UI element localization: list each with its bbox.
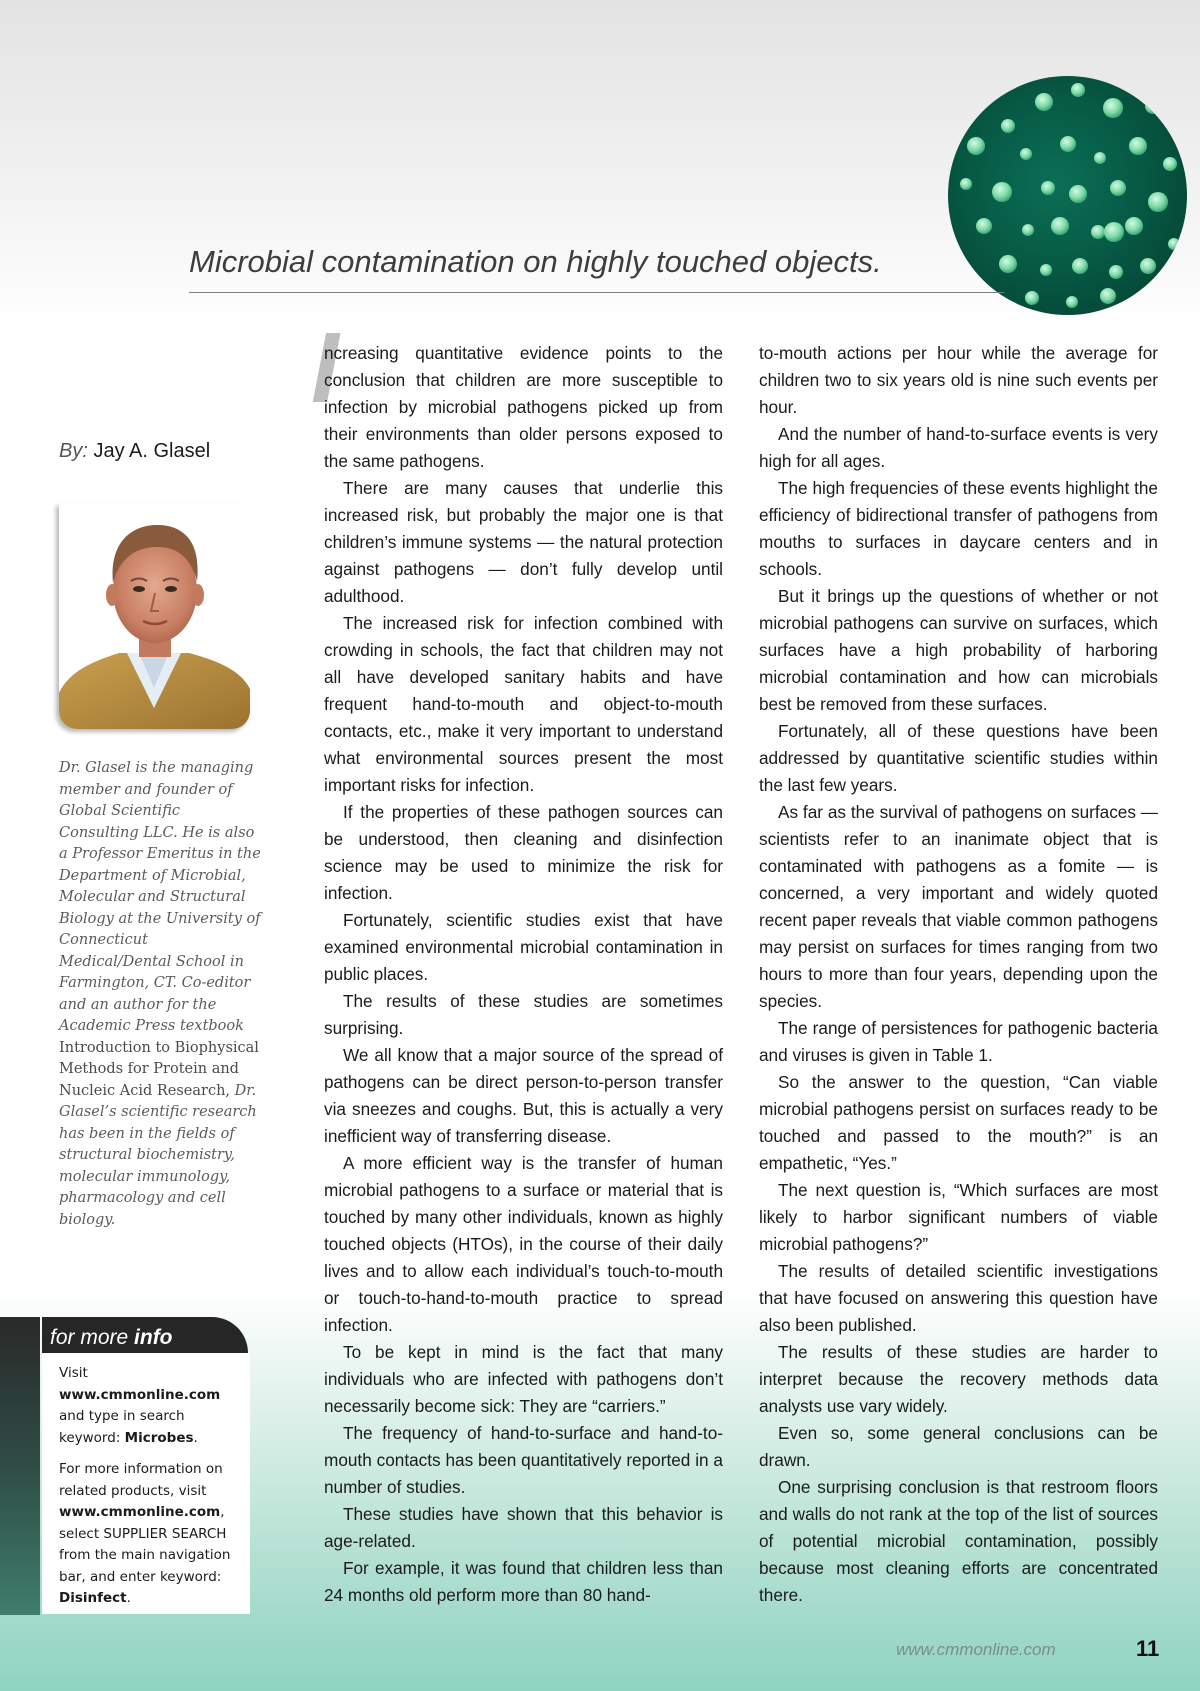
col2-paragraph: The next question is, “Which surfaces are most likely to harbor significant numbers of viable microbial pathogens?” [759,1180,1158,1254]
footer-url[interactable]: www.cmmonline.com [896,1640,1056,1659]
col1-paragraph: For example, it was found that children less than 24 months old perform more than 80 hand- [324,1558,723,1605]
col2-paragraph: So the answer to the question, “Can viable microbial pathogens persist on surfaces ready to be touched and passed to the mouth?” is an empathetic, “Yes.” [759,1072,1158,1173]
col2-paragraph: One surprising conclusion is that restroom floors and walls do not rank at the top of the list of sources of potential microbial contamination, possibly because most cleaning efforts are concentrated there. [759,1477,1158,1605]
info-p1-text-b: and type in search keyword: [59,1408,185,1446]
col1-paragraph: The increased risk for infection combined with crowding in schools, the fact that children may not all have developed sanitary habits and have frequent hand-to-mouth and object-to-mouth contacts, etc., make it very important to understand what environmental sources present the most important risks for infection. [324,613,723,795]
article-title: Microbial contamination on highly touched objects. [189,244,882,279]
byline [59,440,210,463]
info-box [42,1353,250,1614]
author-portrait [59,503,250,729]
colonies-illustration [948,76,1187,315]
col2-paragraph: And the number of hand-to-surface events is very high for all ages. [759,424,1158,471]
title-divider [189,292,1004,293]
author-bio [59,758,264,1231]
col1-paragraph: We all know that a major source of the spread of pathogens can be direct person-to-person transfer via sneezes and coughs. But, this is actually a very inefficient way of transferring disease. [324,1045,723,1146]
info-header-prefix: for more [50,1326,129,1349]
info-box-header [42,1317,248,1353]
byline-label: By: [59,440,88,462]
col2-paragraph: But it brings up the questions of whether or not microbial pathogens can survive on surfaces, which surfaces have a high probability of harboring microbial contamination and how can microbials best be removed from these surfaces. [759,586,1158,714]
col1-paragraph: There are many causes that underlie this increased risk, but probably the major one is that children’s immune systems — the natural protection against pathogens — don’t fully develop until adulthood. [324,478,723,606]
col1-paragraph: The results of these studies are sometimes surprising. [324,991,723,1038]
col2-paragraph: Fortunately, all of these questions have been addressed by quantitative scientific studies within the last few years. [759,721,1158,795]
info-p2-text-b: , select SUPPLIER SEARCH from the main navigation bar, and enter keyword: [59,1504,231,1585]
col1-paragraph: If the properties of these pathogen sources can be understood, then cleaning and disinfection science may be used to minimize the risk for infection. [324,802,723,903]
info-p1-text-a: Visit [59,1365,88,1381]
article-column-2 [759,340,1158,1609]
bio-book-title: Introduction to Biophysical Methods for Protein and Nucleic Acid Research, [59,1039,259,1099]
info-paragraph-1 [59,1363,242,1449]
drop-cap: I [311,312,339,424]
article-column-1 [324,340,723,1609]
info-paragraph-2 [59,1459,242,1610]
col1-paragraph: The frequency of hand-to-surface and hand-to-mouth contacts has been quantitatively reported in a number of studies. [324,1423,723,1497]
info-p1-end: . [193,1429,198,1446]
info-p2-text-a: For more information on related products, visit [59,1461,223,1499]
col2-paragraph: to-mouth actions per hour while the average for children two to six years old is nine such events per hour. [759,343,1158,417]
portrait-illustration [59,503,250,729]
col2-paragraph: The high frequencies of these events highlight the efficiency of bidirectional transfer of pathogens from mouths to surfaces in daycare centers and in schools. [759,478,1158,579]
col1-paragraph: ncreasing quantitative evidence points to the conclusion that children are more susceptible to infection by microbial pathogens picked up from their environments than older persons exposed to the same pathogens. [324,343,723,471]
col1-paragraph: A more efficient way is the transfer of human microbial pathogens to a surface or material that is touched by many other individuals, known as highly touched objects (HTOs), in the course of their daily lives and to allow each individual’s touch-to-mouth or touch-to-hand-to-mouth practice to spread infection. [324,1153,723,1335]
col2-paragraph: Even so, some general conclusions can be drawn. [759,1423,1158,1470]
info-header-bold: info [134,1326,173,1349]
author-name: Jay A. Glasel [93,440,211,462]
info-side-bar [0,1317,40,1615]
col2-paragraph: As far as the survival of pathogens on surfaces — scientists refer to an inanimate object that is contaminated with pathogens as a fomite — is concerned, a very important and widely quoted recent paper reveals that viable common pathogens may persist on surfaces for times ranging from two hours to more than four years, depending upon the species. [759,802,1158,1011]
col1-paragraph: To be kept in mind is the fact that many individuals who are infected with pathogens don’t necessarily become sick: They are “carriers.” [324,1342,723,1416]
microbial-colonies-photo [948,76,1187,315]
info-p1-keyword: Microbes [124,1429,194,1446]
bio-text-2: Dr. Glasel’s scientific research has been in the fields of structural biochemistry, molecular immunology, pharmacology and cell biology. [59,1082,257,1228]
col2-paragraph: The results of detailed scientific investigations that have focused on answering this question have also been published. [759,1261,1158,1335]
col2-paragraph: The results of these studies are harder to interpret because the recovery methods data analysts use vary widely. [759,1342,1158,1416]
col2-paragraph: The range of persistences for pathogenic bacteria and viruses is given in Table 1. [759,1018,1158,1065]
bio-text-1: Dr. Glasel is the managing member and founder of Global Scientific Consulting LLC. He is also a Professor Emeritus in the Department of Microbial, Molecular and Structural Biology at the University of Connecticut Medical/Dental School in Farmington, CT. Co-editor and an author for the Academic Press textbook [59,760,261,1034]
info-p1-url[interactable]: www.cmmonline.com [59,1386,221,1403]
info-p2-end: . [126,1590,131,1606]
col1-paragraph: These studies have shown that this behavior is age-related. [324,1504,723,1551]
col1-paragraph: Fortunately, scientific studies exist that have examined environmental microbial contamination in public places. [324,910,723,984]
page-number: 11 [1136,1636,1160,1661]
info-p2-url[interactable]: www.cmmonline.com [59,1504,221,1520]
info-p2-keyword: Disinfect [59,1590,127,1606]
